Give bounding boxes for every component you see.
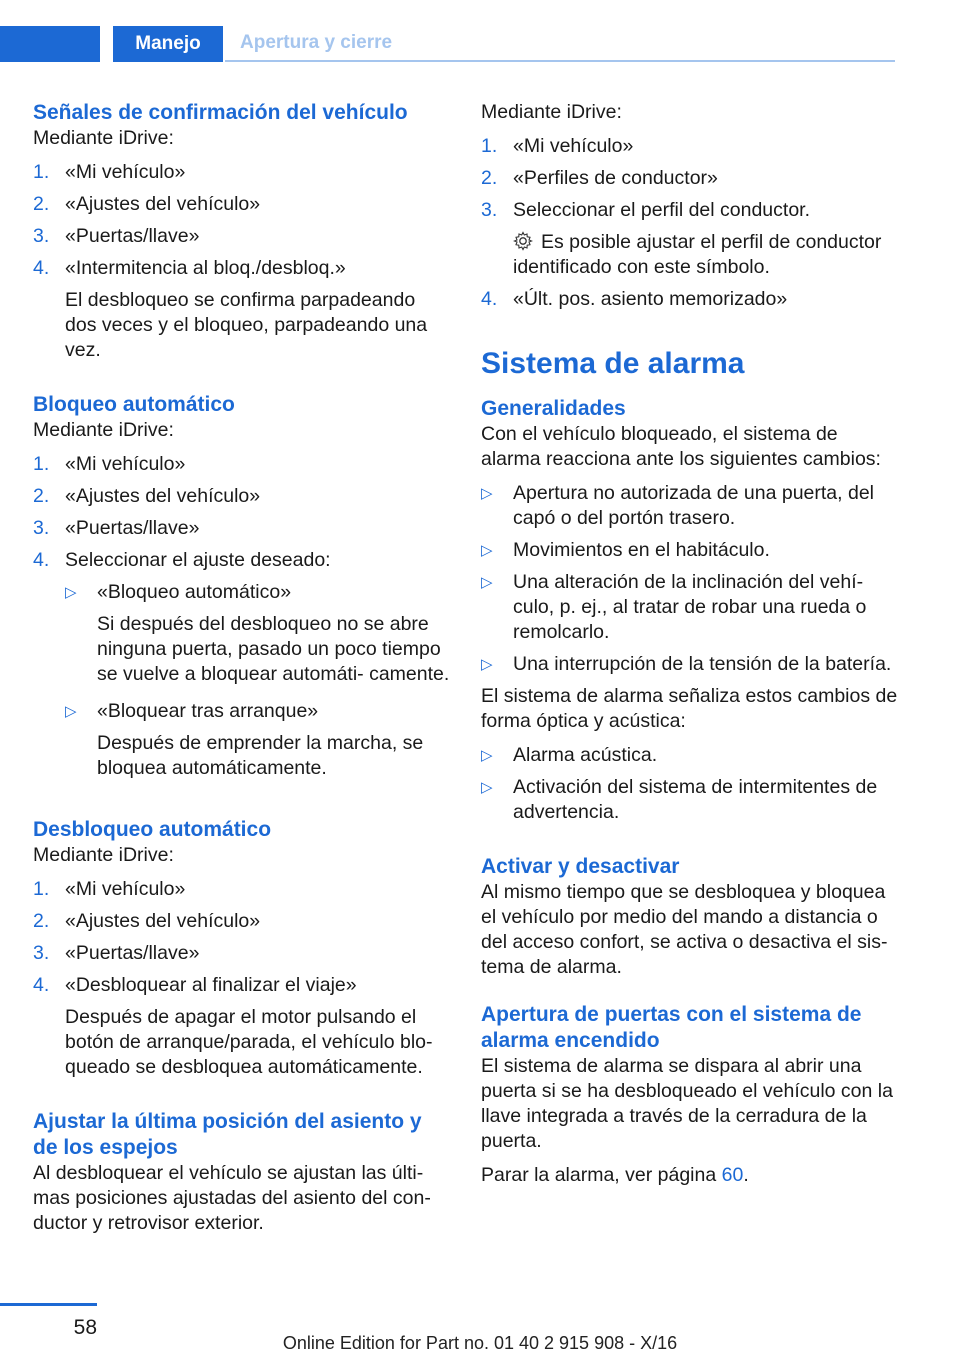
intro-text: Mediante iDrive:	[481, 101, 622, 123]
section-title-apertura-puertas: Apertura de puertas con el sistema de alarma encendido	[481, 1003, 862, 1052]
right-column	[481, 100, 899, 1188]
list-item: 3. Seleccionar el perfil del conductor. Es posible ajustar el perfil de conductor identificado con este símbolo.	[481, 198, 899, 280]
option-list	[65, 580, 451, 781]
section-title-bloqueo: Bloqueo automático	[33, 393, 235, 416]
triangle-bullet-icon: ▷	[481, 542, 493, 559]
chapter-title-alarma: Sistema de alarma	[481, 347, 745, 380]
triangle-bullet-icon: ▷	[65, 584, 77, 601]
intro-text: Mediante iDrive:	[33, 127, 174, 149]
option-item: ▷ «Bloqueo automático» Si después del desbloqueo no se abre ninguna puerta, pasado un poco tiempo se vuelve a bloquear automáti‐ camente.	[65, 581, 450, 685]
section-title-senales: Señales de confirmación del vehículo	[33, 101, 408, 124]
list-item: 2. «Ajustes del vehículo»	[33, 910, 261, 932]
left-column	[33, 100, 451, 1236]
list-item: 2. «Ajustes del vehículo»	[33, 193, 261, 215]
body-text: El sistema de alarma señaliza estos cambios de forma óptica y acústica:	[481, 685, 898, 732]
list-item: 3. «Puertas/llave»	[33, 225, 200, 247]
list-item: 1. «Mi vehículo»	[33, 161, 186, 183]
list-item: 3. «Puertas/llave»	[33, 942, 200, 964]
section-title-desbloqueo: Desbloqueo automático	[33, 818, 272, 841]
stop-alarm-text: Parar la alarma, ver página 60.	[481, 1164, 749, 1186]
footer-accent-line	[0, 1303, 97, 1306]
page-number: 58	[73, 1316, 97, 1339]
list-item: 2. «Perfiles de conductor»	[481, 167, 718, 189]
driver-profile-icon	[513, 231, 533, 251]
triangle-bullet-icon: ▷	[481, 485, 493, 502]
option-item: ▷ «Bloquear tras arranque» Después de emprender la marcha, se bloquea automáticamente.	[65, 700, 424, 779]
list-item: 4. «Desbloquear al finalizar el viaje» Después de apagar el motor pulsando el botón de arranque/parada, el vehículo blo‐ queado se desbloquea automáticamente.	[33, 973, 451, 1080]
tab-apertura-y-cierre[interactable]: Apertura y cierre	[225, 26, 895, 62]
intro-text: Mediante iDrive:	[33, 844, 174, 866]
tab-manejo[interactable]: Manejo	[113, 26, 223, 62]
step-note: El desbloqueo se confirma parpadeando dos veces y el bloqueo, parpadeando una vez.	[65, 289, 428, 361]
body-text: El sistema de alarma se dispara al abrir una puerta si se ha desbloqueado el vehículo con la llave integrada a través de la cerradura de la puerta.	[481, 1055, 893, 1152]
section-title-generalidades: Generalidades	[481, 397, 626, 420]
list-item: ▷ Movimientos en el habitáculo.	[481, 539, 770, 561]
bullet-list	[481, 743, 899, 825]
header-accent-bar	[0, 26, 100, 62]
triangle-bullet-icon: ▷	[481, 656, 493, 673]
list-item: ▷ Activación del sistema de intermitentes de advertencia.	[481, 776, 878, 823]
list-item: 4. «Intermitencia al bloq./desbloq.» El desbloqueo se confirma parpadeando dos veces y el bloqueo, parpadeando una vez.	[33, 256, 451, 363]
section-title-activar: Activar y desactivar	[481, 855, 680, 878]
list-item: 1. «Mi vehículo»	[481, 135, 634, 157]
list-item: ▷ Alarma acústica.	[481, 744, 658, 766]
triangle-bullet-icon: ▷	[65, 703, 77, 720]
list-item: ▷ Una interrupción de la tensión de la batería.	[481, 653, 892, 675]
body-text: Con el vehículo bloqueado, el sistema de alarma reacciona ante los siguientes cambios:	[481, 423, 881, 470]
steps-list	[33, 452, 451, 788]
triangle-bullet-icon: ▷	[481, 747, 493, 764]
list-item: 3. «Puertas/llave»	[33, 517, 200, 539]
steps-list	[481, 134, 899, 312]
list-item: 1. «Mi vehículo»	[33, 878, 186, 900]
page-link-60[interactable]: 60	[721, 1164, 744, 1186]
list-item: ▷ Apertura no autorizada de una puerta, del capó o del portón trasero.	[481, 482, 875, 529]
edition-footer: Online Edition for Part no. 01 40 2 915 908 - X/16	[282, 1333, 678, 1353]
steps-list	[33, 877, 451, 1080]
steps-list	[33, 160, 451, 363]
list-item: 4. Seleccionar el ajuste deseado: ▷ «Bloqueo automático» Si después del desbloqueo no se abre ninguna puerta, pasado un poco tiempo se vuelve a bloquear automáti‐ camente. ▷ «Bloquear tras arranque» Después de emprender la marcha, se bloquea automáticamente.	[33, 549, 450, 779]
triangle-bullet-icon: ▷	[481, 779, 493, 796]
profile-note: Es posible ajustar el perfil de conductor identificado con este símbolo.	[513, 231, 882, 278]
bullet-list	[481, 481, 899, 677]
step-note: Después de apagar el motor pulsando el botón de arranque/parada, el vehículo blo‐ queado se desbloquea automáticamente.	[65, 1006, 433, 1078]
list-item: 1. «Mi vehículo»	[33, 453, 186, 475]
list-item: 2. «Ajustes del vehículo»	[33, 485, 261, 507]
list-item: 4. «Últ. pos. asiento memorizado»	[481, 288, 788, 310]
intro-text: Mediante iDrive:	[33, 419, 174, 441]
body-text: Al desbloquear el vehículo se ajustan las últi‐ mas posiciones ajustadas del asiento del con‐ ductor y retrovisor exterior.	[33, 1162, 431, 1234]
list-item: ▷ Una alteración de la inclinación del vehí‐ culo, p. ej., al tratar de robar una rueda o remolcarlo.	[481, 571, 867, 643]
triangle-bullet-icon: ▷	[481, 574, 493, 591]
body-text: Al mismo tiempo que se desbloquea y bloquea el vehículo por medio del mando a distancia o del acceso confort, se activa o desactiva el sis‐ tema de alarma.	[481, 881, 888, 978]
section-title-ajustar: Ajustar la última posición del asiento y de los espejos	[33, 1110, 422, 1159]
